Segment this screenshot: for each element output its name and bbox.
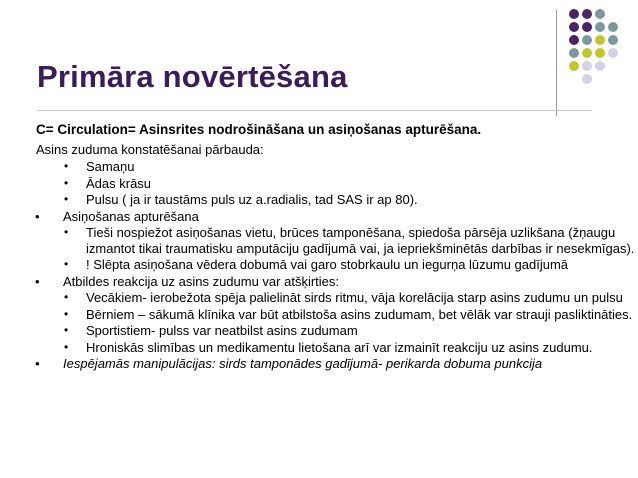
intro-list xyxy=(36,159,636,208)
bullet-icon: • xyxy=(64,290,69,304)
slide-title: Primāra novērtēšana xyxy=(37,59,348,94)
slide-content xyxy=(36,122,636,372)
decorative-dot xyxy=(595,61,605,71)
bullet-icon: • xyxy=(35,356,40,371)
decorative-dot xyxy=(582,74,592,84)
list-item-blood-loss-response: • Atbildes reakcija uz asins zudumu var atšķirties: xyxy=(35,273,340,289)
title-divider xyxy=(37,110,592,111)
decorative-dot-grid xyxy=(567,6,637,106)
intro-text: Asins zuduma konstatēšanai pārbauda: xyxy=(36,141,264,157)
decorative-dot xyxy=(582,35,592,45)
list-item: • ! Slēpta asiņošana vēdera dobumā vai garo stobrkaulu un iegurņa lūzumu gadījumā xyxy=(64,257,569,272)
main-list xyxy=(36,209,636,372)
bullet-icon: • xyxy=(64,306,69,321)
decorative-dot xyxy=(582,9,592,19)
bullet-icon: • xyxy=(35,208,40,224)
bullet-icon: • xyxy=(64,175,69,190)
decorative-dot xyxy=(582,61,592,71)
bullet-icon: • xyxy=(64,159,69,173)
vertical-divider xyxy=(556,10,557,116)
decorative-dot xyxy=(582,48,592,58)
bullet-icon: • xyxy=(64,257,69,271)
decorative-dot xyxy=(569,9,579,19)
list-item-manipulations: • Iespējamās manipulācijas: sirds tamponādes gadījumā- perikarda dobuma punkcija xyxy=(35,356,543,371)
list-item: • Pulsu ( ja ir taustāms puls uz a.radialis, tad SAS ir ap 80). xyxy=(64,192,418,207)
decorative-dot xyxy=(569,48,579,58)
decorative-dot xyxy=(608,48,618,58)
list-item: • Tieši nospiežot asiņošanas vietu, brūces tamponēšana, spiedoša pārsēja uzlikšana (žņaugu izmantot tikai traumatisku amputāciju gadījumā vai, ja iepriekšminētās darbības ir nesekmīgas). xyxy=(64,225,635,256)
list-item-bleeding-control: • Asiņošanas apturēšana xyxy=(35,208,199,224)
decorative-dot xyxy=(569,35,579,45)
slide-subtitle: C= Circulation= Asinsrites nodrošināšana un asiņošanas apturēšana. xyxy=(36,122,482,137)
list-item: • Hroniskās slimības un medikamentu lietošana arī var izmainīt reakciju uz asins zudumu. xyxy=(64,339,593,355)
bullet-icon: • xyxy=(64,323,69,337)
decorative-dot xyxy=(608,35,618,45)
bullet-icon: • xyxy=(64,225,69,239)
bullet-icon: • xyxy=(35,273,40,289)
decorative-dot xyxy=(595,9,605,19)
decorative-dot xyxy=(608,22,618,32)
list-item: • Ādas krāsu xyxy=(64,175,152,191)
list-item: • Samaņu xyxy=(64,159,135,174)
list-item: • Bērniem – sākumā klīnika var būt atbilstoša asins zudumam, bet vēlāk var strauji pasliktināties. xyxy=(64,306,633,322)
decorative-dot xyxy=(595,22,605,32)
decorative-dot xyxy=(595,35,605,45)
list-item: • Vecākiem- ierobežota spēja palielināt sirds ritmu, vāja korelācija starp asins zudumu un pulsu xyxy=(64,290,623,305)
list-item: • Sportistiem- pulss var neatbilst asins zudumam xyxy=(64,323,358,338)
bullet-icon: • xyxy=(64,339,69,354)
bullet-icon: • xyxy=(64,192,69,206)
decorative-dot xyxy=(582,22,592,32)
decorative-dot xyxy=(569,61,579,71)
decorative-dot xyxy=(569,22,579,32)
decorative-dot xyxy=(595,48,605,58)
